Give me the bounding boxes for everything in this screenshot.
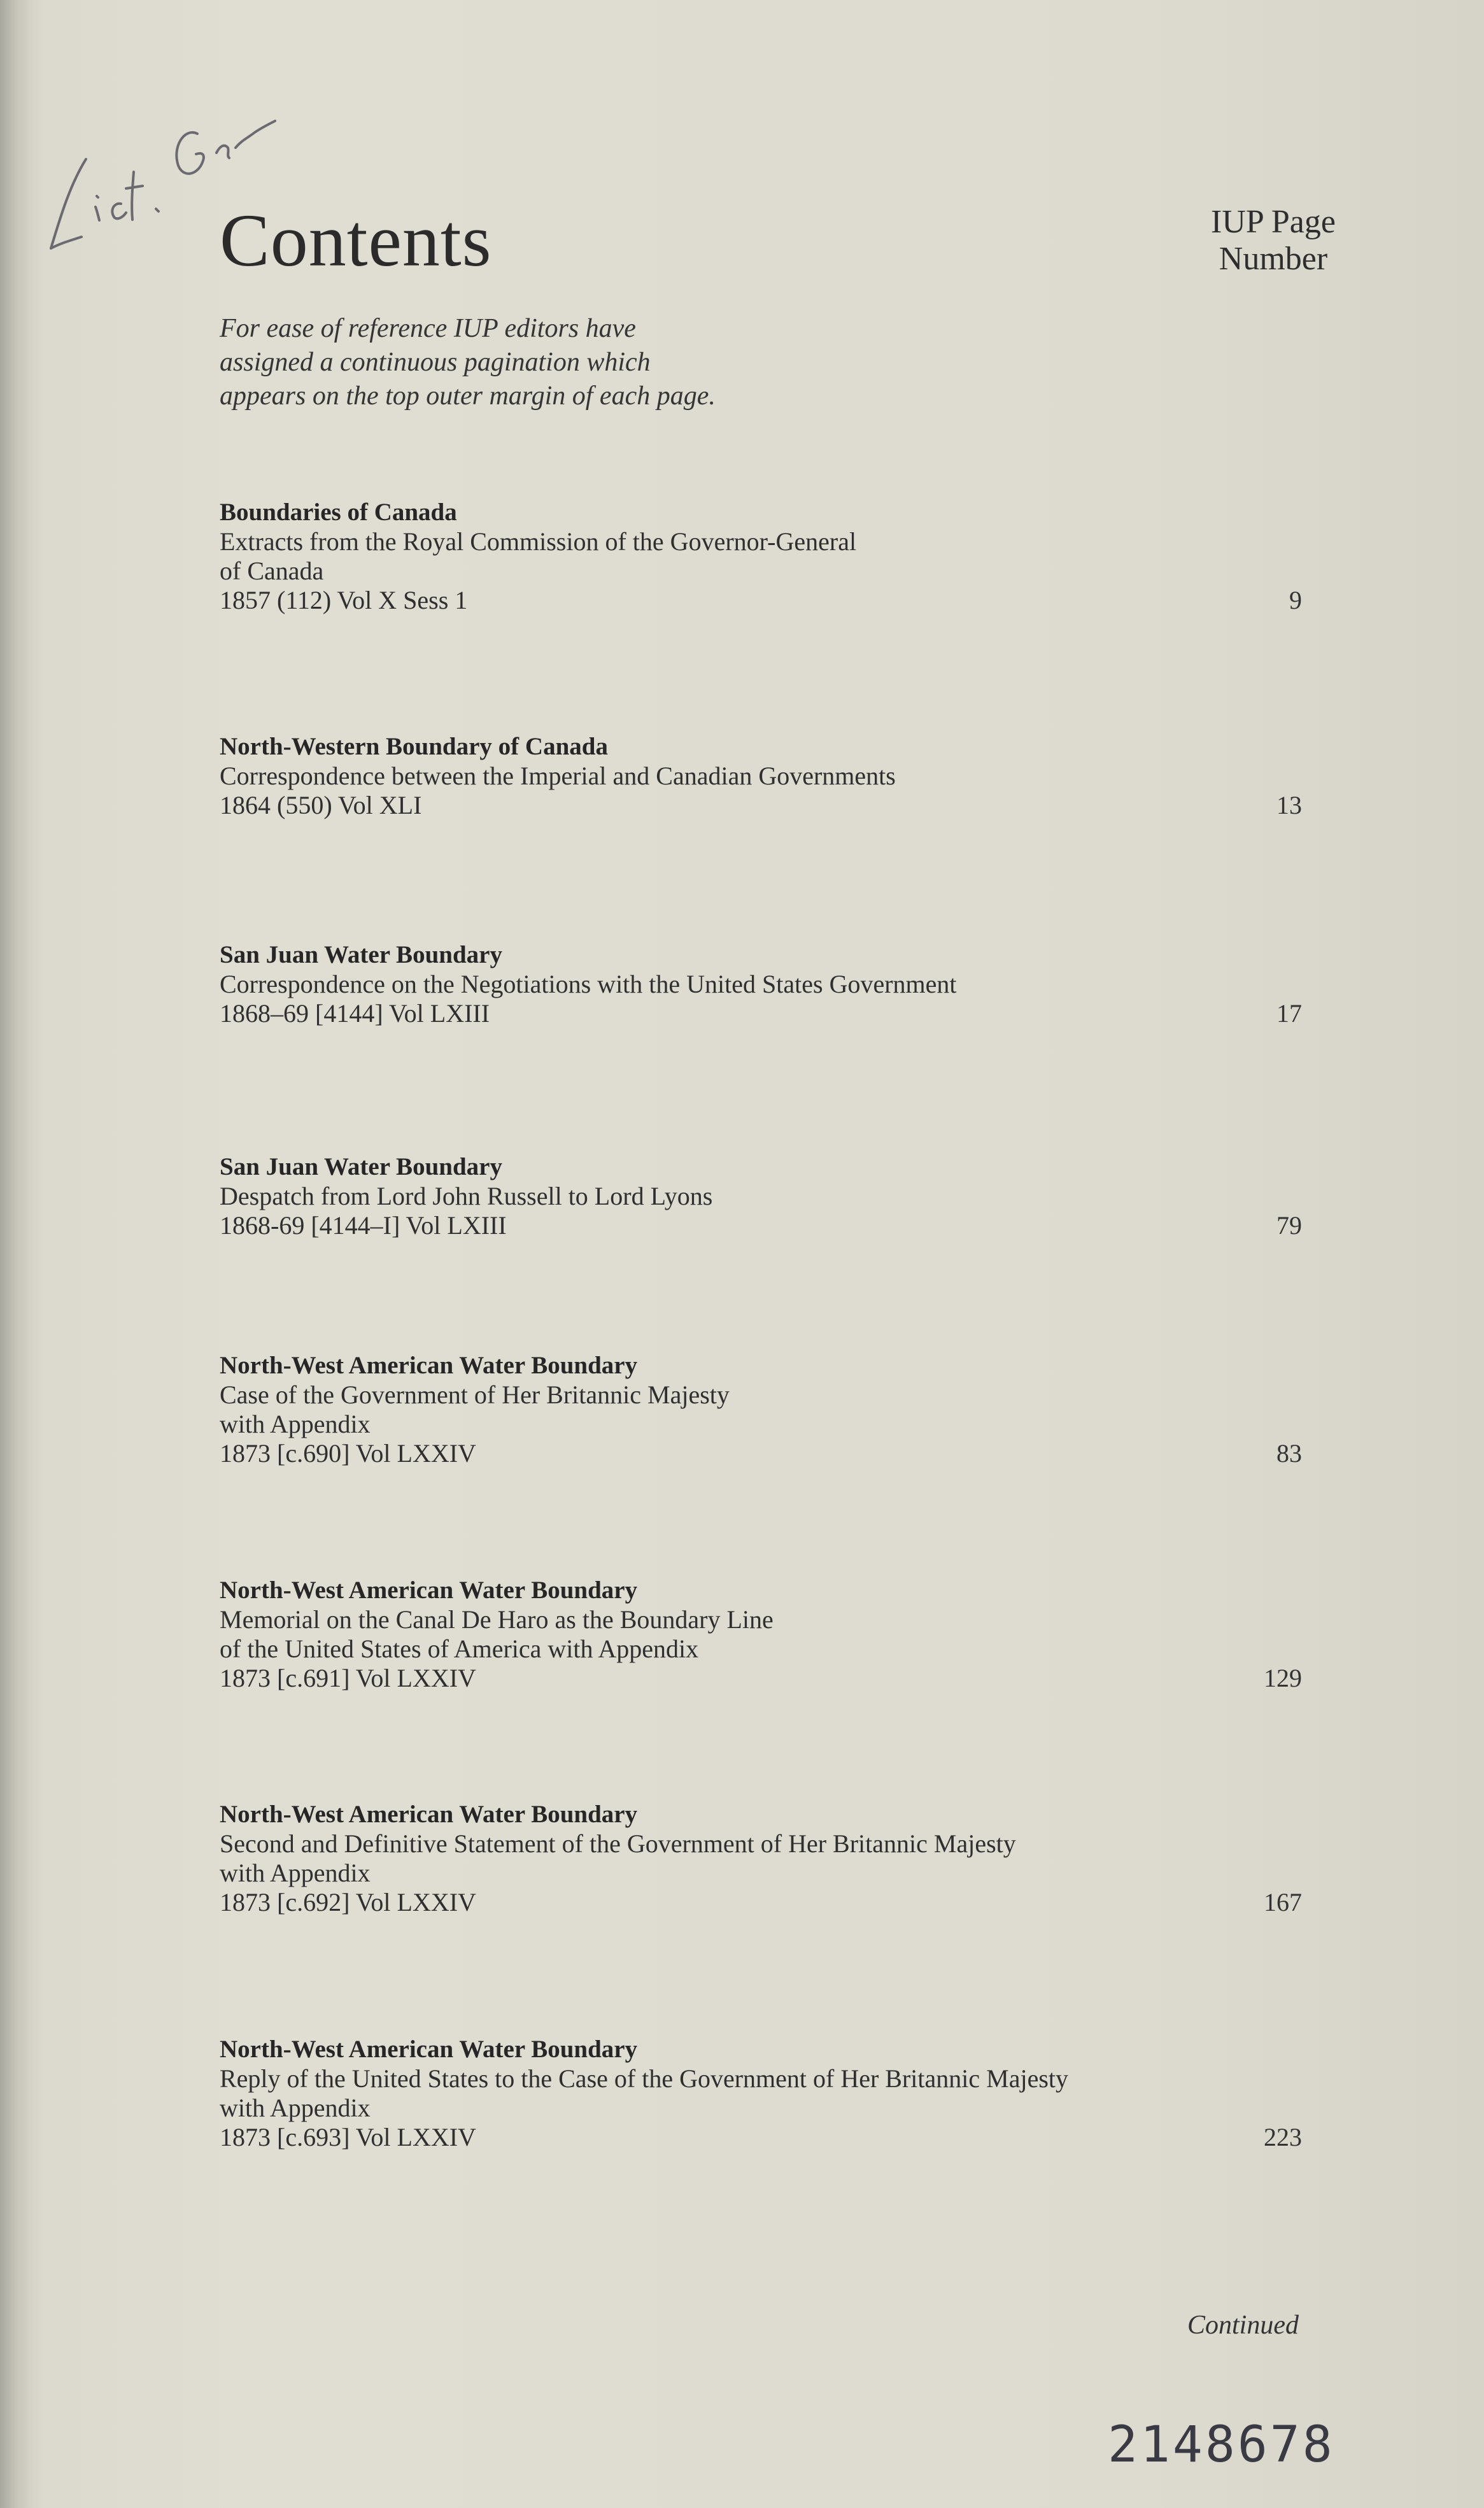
column-header-line-2: Number [1219, 241, 1328, 277]
entry-line: 1873 [c.690] Vol LXXIV [220, 1439, 476, 1468]
entry-heading: North-West American Water Boundary [220, 2036, 638, 2063]
entry-heading: North-West American Water Boundary [220, 1576, 638, 1604]
contents-entry [220, 2035, 1302, 2152]
binding-shadow [0, 0, 29, 2508]
entry-line: 1864 (550) Vol XLI [220, 791, 422, 819]
entry-line: Second and Definitive Statement of the Government of Her Britannic Majesty [220, 1829, 1016, 1858]
accession-stamp-number: 2148678 [1108, 2416, 1335, 2474]
entry-line: 1873 [c.692] Vol LXXIV [220, 1888, 476, 1916]
note-line: For ease of reference IUP editors have [220, 314, 636, 343]
pagination-note [220, 312, 856, 413]
entry-line: 1868–69 [4144] Vol LXIII [220, 999, 490, 1028]
contents-entry [220, 940, 1302, 1028]
contents-entry [220, 1800, 1302, 1917]
entry-heading: San Juan Water Boundary [220, 1153, 502, 1180]
entry-page-number: 167 [1264, 1888, 1302, 1916]
entry-line: with Appendix [220, 1410, 371, 1438]
contents-entry [220, 498, 1302, 615]
entry-line: Correspondence between the Imperial and Canadian Governments [220, 762, 896, 790]
entry-heading: North-Western Boundary of Canada [220, 733, 608, 760]
entry-heading: Boundaries of Canada [220, 499, 457, 526]
contents-entry [220, 1576, 1302, 1693]
note-line: appears on the top outer margin of each page. [220, 381, 716, 411]
continued-label: Continued [1187, 2311, 1299, 2340]
entry-heading: North-West American Water Boundary [220, 1801, 638, 1828]
entry-page-number: 79 [1276, 1211, 1302, 1240]
entry-line: with Appendix [220, 2094, 371, 2122]
entry-heading: San Juan Water Boundary [220, 941, 502, 968]
entry-line: 1873 [c.691] Vol LXXIV [220, 1664, 476, 1692]
entry-page-number: 9 [1289, 586, 1302, 614]
column-header-line-1: IUP Page [1211, 204, 1336, 240]
entry-heading: North-West American Water Boundary [220, 1352, 638, 1379]
entry-line: Despatch from Lord John Russell to Lord Lyons [220, 1182, 713, 1210]
entry-page-number: 13 [1276, 791, 1302, 819]
contents-entry [220, 732, 1302, 820]
entry-line: Memorial on the Canal De Haro as the Boundary Line [220, 1605, 774, 1634]
page-title: Contents [220, 199, 492, 282]
entry-line: 1868-69 [4144–I] Vol LXIII [220, 1211, 507, 1240]
entry-line: Correspondence on the Negotiations with the United States Government [220, 970, 957, 998]
note-line: assigned a continuous pagination which [220, 348, 651, 377]
entry-line: Case of the Government of Her Britannic Majesty [220, 1380, 730, 1409]
entry-line: of the United States of America with Appendix [220, 1634, 699, 1663]
entry-line: 1873 [c.693] Vol LXXIV [220, 2123, 476, 2151]
contents-entry [220, 1152, 1302, 1240]
entry-line: Extracts from the Royal Commission of the Governor-General [220, 527, 857, 556]
entry-line: Reply of the United States to the Case of the Government of Her Britannic Majesty [220, 2064, 1069, 2093]
entry-line: 1857 (112) Vol X Sess 1 [220, 586, 468, 614]
entry-line: of Canada [220, 556, 324, 585]
entry-page-number: 17 [1276, 999, 1302, 1028]
entry-page-number: 223 [1264, 2123, 1302, 2151]
entry-line: with Appendix [220, 1859, 371, 1887]
entry-page-number: 129 [1264, 1664, 1302, 1692]
contents-entry [220, 1351, 1302, 1468]
page-number-column-header [1184, 204, 1362, 278]
entry-page-number: 83 [1276, 1439, 1302, 1468]
